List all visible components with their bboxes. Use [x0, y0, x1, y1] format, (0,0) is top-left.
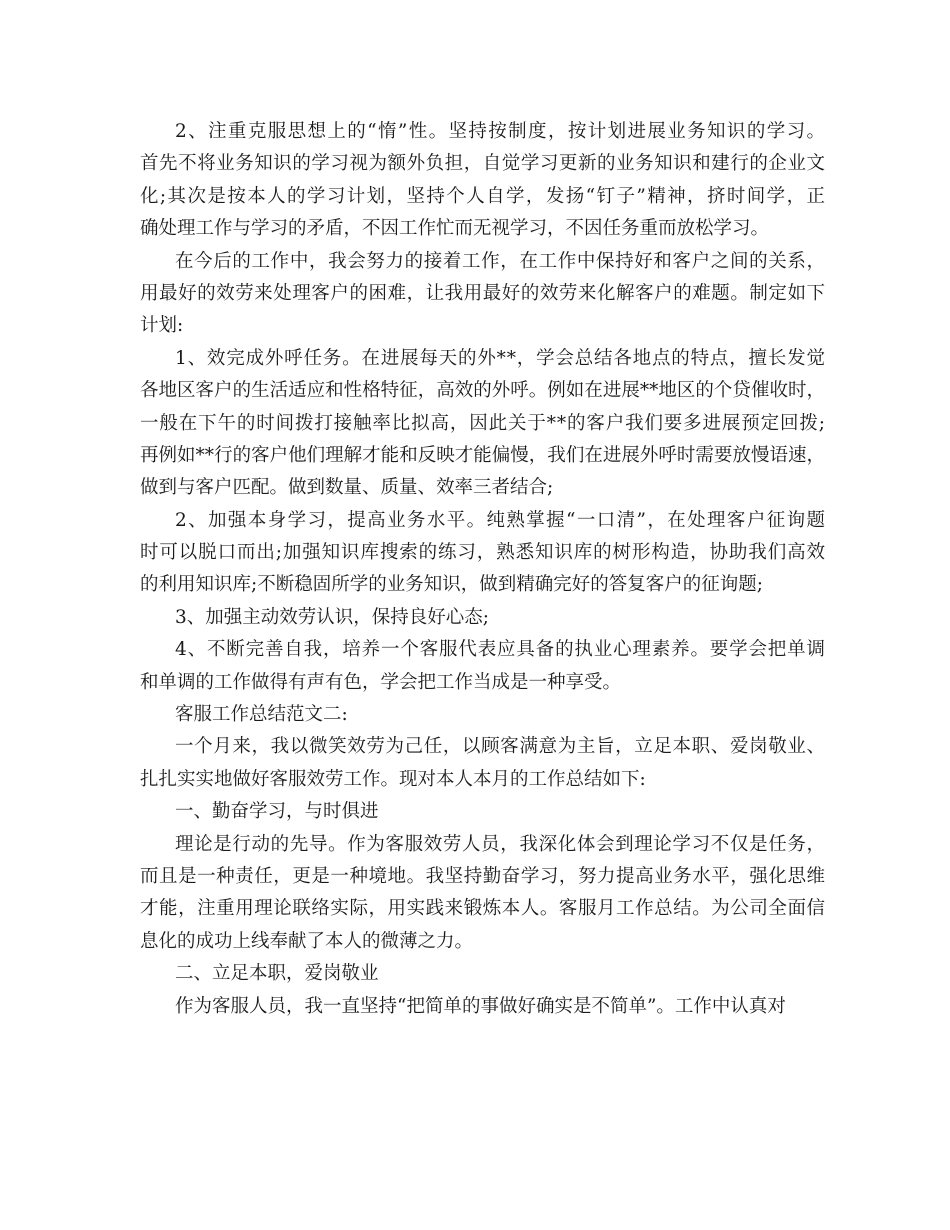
text-line: 2、加强本身学习，提高业务水平。纯熟掌握“一口清”，在处理客户征询题	[175, 509, 827, 531]
text-line: 一个月来，我以微笑效劳为己任，以顾客满意为主旨，立足本职、爱岗敬业、	[175, 736, 826, 758]
text-line: 客服工作总结范文二:	[175, 704, 348, 726]
text-line: 2、注重克服思想上的“惰”性。坚持按制度，按计划进展业务知识的学习。	[175, 121, 827, 142]
text-line: 和单调的工作做得有声有色，学会把工作当成是一种享受。	[140, 671, 622, 693]
text-line: 息化的成功上线奉献了本人的微薄之力。	[140, 930, 474, 952]
text-line: 在今后的工作中，我会努力的接着工作，在工作中保持好和客户之间的关系，	[175, 250, 826, 272]
text-line: 首先不将业务知识的学习视为额外负担，自觉学习更新的业务知识和建行的企业文	[140, 153, 826, 175]
text-line: 计划:	[140, 315, 184, 337]
text-line: 而且是一种责任，更是一种境地。我坚持勤奋学习，努力提高业务水平，强化思维	[140, 865, 826, 887]
text-line: 理论是行动的先导。作为客服效劳人员，我深化体会到理论学习不仅是任务，	[175, 833, 826, 855]
text-line: 二、立足本职，爱岗敬业	[175, 963, 379, 985]
text-line: 一般在下午的时间拨打接触率比拟高，因此关于**的客户我们要多进展预定回拨;	[140, 412, 826, 434]
text-line: 化;其次是按本人的学习计划，坚持个人自学，发扬“钉子”精神，挤时间学，正	[140, 185, 827, 207]
text-line: 用最好的效劳来处理客户的困难，让我用最好的效劳来化解客户的难题。制定如下	[140, 282, 826, 304]
text-line: 3、加强主动效劳认识，保持良好心态;	[175, 606, 490, 628]
text-line: 1、效完成外呼任务。在进展每天的外**，学会总结各地点的特点，擅长发觉	[175, 347, 826, 369]
text-line: 确处理工作与学习的矛盾，不因工作忙而无视学习，不因任务重而放松学习。	[140, 218, 770, 240]
text-line: 再例如**行的客户他们理解才能和反映才能偏慢，我们在进展外呼时需要放慢语速，	[140, 444, 826, 466]
text-line: 一、勤奋学习，与时俱进	[175, 801, 379, 823]
text-line: 做到与客户匹配。做到数量、质量、效率三者结合;	[140, 477, 554, 499]
document-page	[140, 116, 825, 1023]
text-line: 4、不断完善自我，培养一个客服代表应具备的执业心理素养。要学会把单调	[175, 639, 826, 661]
text-line: 的利用知识库;不断稳固所学的业务知识，做到精确完好的答复客户的征询题;	[140, 574, 763, 596]
text-line: 时可以脱口而出;加强知识库搜索的练习，熟悉知识库的树形构造，协助我们高效	[140, 542, 826, 564]
text-line: 才能，注重用理论联络实际，用实践来锻炼本人。客服月工作总结。为公司全面信	[140, 898, 826, 920]
text-line: 各地区客户的生活适应和性格特征，高效的外呼。例如在进展**地区的个贷催收时，	[140, 380, 826, 402]
text-line: 扎扎实实地做好客服效劳工作。现对本人本月的工作总结如下:	[140, 768, 646, 790]
text-line: 作为客服人员，我一直坚持“把简单的事做好确实是不简单”。工作中认真对	[175, 995, 786, 1017]
